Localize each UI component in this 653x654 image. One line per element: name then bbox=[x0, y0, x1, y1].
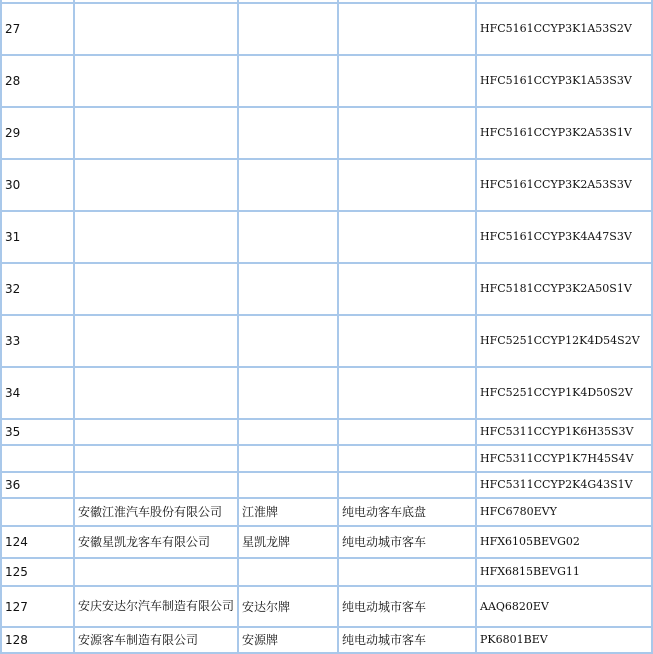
table-row bbox=[1, 627, 652, 653]
cell-brand bbox=[238, 315, 338, 367]
cell-model: HFC5311CCYP1K6H35S3V bbox=[476, 419, 652, 445]
cell-model: AAQ6820EV bbox=[476, 586, 652, 627]
cell-company bbox=[74, 419, 238, 445]
table-row bbox=[1, 445, 652, 472]
cell-brand bbox=[238, 55, 338, 107]
cell-index: 35 bbox=[1, 419, 74, 445]
cell-index bbox=[1, 445, 74, 472]
cell-index: 127 bbox=[1, 586, 74, 627]
cell-model: HFC5311CCYP2K4G43S1V bbox=[476, 472, 652, 498]
cell-company bbox=[74, 3, 238, 55]
cell-brand: 星凯龙牌 bbox=[238, 526, 338, 558]
cell-company bbox=[74, 445, 238, 472]
cell-model: HFC5161CCYP3K1A53S3V bbox=[476, 55, 652, 107]
table-row bbox=[1, 526, 652, 558]
cell-vehicle-type bbox=[338, 159, 476, 211]
cell-model: HFC6780EVY bbox=[476, 498, 652, 526]
cell-company bbox=[74, 315, 238, 367]
cell-company: 安徽星凯龙客车有限公司 bbox=[74, 526, 238, 558]
cell-index: 33 bbox=[1, 315, 74, 367]
table-row bbox=[1, 263, 652, 315]
cell-model: HFC5161CCYP3K2A53S1V bbox=[476, 107, 652, 159]
cell-model: HFC5311CCYP1K7H45S4V bbox=[476, 445, 652, 472]
table-row bbox=[1, 55, 652, 107]
cell-brand bbox=[238, 107, 338, 159]
table-row bbox=[1, 498, 652, 526]
cell-brand bbox=[238, 419, 338, 445]
cell-model: HFC5161CCYP3K1A53S2V bbox=[476, 3, 652, 55]
table-row bbox=[1, 367, 652, 419]
cell-model: PK6801BEV bbox=[476, 627, 652, 653]
cell-index: 28 bbox=[1, 55, 74, 107]
cell-vehicle-type: 纯电动城市客车 bbox=[338, 627, 476, 653]
table-row bbox=[1, 472, 652, 498]
cell-model: HFC5161CCYP3K2A53S3V bbox=[476, 159, 652, 211]
cell-brand: 安源牌 bbox=[238, 627, 338, 653]
cell-index: 30 bbox=[1, 159, 74, 211]
cell-vehicle-type bbox=[338, 367, 476, 419]
cell-company bbox=[74, 263, 238, 315]
cell-brand bbox=[238, 263, 338, 315]
cell-vehicle-type bbox=[338, 419, 476, 445]
cell-company bbox=[74, 472, 238, 498]
cell-brand: 安达尔牌 bbox=[238, 586, 338, 627]
cell-model: HFC5251CCYP1K4D50S2V bbox=[476, 367, 652, 419]
cell-model: HFX6105BEVG02 bbox=[476, 526, 652, 558]
cell-vehicle-type bbox=[338, 445, 476, 472]
cell-company bbox=[74, 367, 238, 419]
cell-vehicle-type bbox=[338, 3, 476, 55]
cell-vehicle-type: 纯电动城市客车 bbox=[338, 586, 476, 627]
cell-vehicle-type bbox=[338, 558, 476, 586]
table-row bbox=[1, 159, 652, 211]
cell-company bbox=[74, 55, 238, 107]
cell-company bbox=[74, 107, 238, 159]
cell-brand bbox=[238, 558, 338, 586]
cell-company bbox=[74, 558, 238, 586]
cell-index bbox=[1, 498, 74, 526]
table-row bbox=[1, 3, 652, 55]
cell-index: 29 bbox=[1, 107, 74, 159]
cell-company: 安庆安达尔汽车制造有限公司 bbox=[74, 586, 238, 627]
cell-vehicle-type bbox=[338, 211, 476, 263]
cell-vehicle-type bbox=[338, 263, 476, 315]
cell-company bbox=[74, 211, 238, 263]
cell-model: HFX6815BEVG11 bbox=[476, 558, 652, 586]
table-row bbox=[1, 586, 652, 627]
cell-company: 安源客车制造有限公司 bbox=[74, 627, 238, 653]
cell-index: 34 bbox=[1, 367, 74, 419]
cell-model: HFC5251CCYP12K4D54S2V bbox=[476, 315, 652, 367]
cell-model: HFC5161CCYP3K4A47S3V bbox=[476, 211, 652, 263]
cell-vehicle-type: 纯电动城市客车 bbox=[338, 526, 476, 558]
table-row bbox=[1, 315, 652, 367]
cell-vehicle-type: 纯电动客车底盘 bbox=[338, 498, 476, 526]
cell-index: 125 bbox=[1, 558, 74, 586]
table-row bbox=[1, 211, 652, 263]
cell-brand bbox=[238, 3, 338, 55]
cell-vehicle-type bbox=[338, 107, 476, 159]
cell-index: 124 bbox=[1, 526, 74, 558]
cell-company bbox=[74, 159, 238, 211]
cell-model: HFC5181CCYP3K2A50S1V bbox=[476, 263, 652, 315]
cell-index: 27 bbox=[1, 3, 74, 55]
cell-index: 36 bbox=[1, 472, 74, 498]
table-row bbox=[1, 558, 652, 586]
cell-index: 128 bbox=[1, 627, 74, 653]
cell-brand bbox=[238, 159, 338, 211]
cell-vehicle-type bbox=[338, 472, 476, 498]
table-row bbox=[1, 107, 652, 159]
cell-company: 安徽江淮汽车股份有限公司 bbox=[74, 498, 238, 526]
cell-brand bbox=[238, 367, 338, 419]
cell-index: 31 bbox=[1, 211, 74, 263]
cell-brand: 江淮牌 bbox=[238, 498, 338, 526]
cell-vehicle-type bbox=[338, 315, 476, 367]
cell-brand bbox=[238, 445, 338, 472]
table-row bbox=[1, 419, 652, 445]
cell-index: 32 bbox=[1, 263, 74, 315]
cell-brand bbox=[238, 472, 338, 498]
cell-brand bbox=[238, 211, 338, 263]
cell-vehicle-type bbox=[338, 55, 476, 107]
